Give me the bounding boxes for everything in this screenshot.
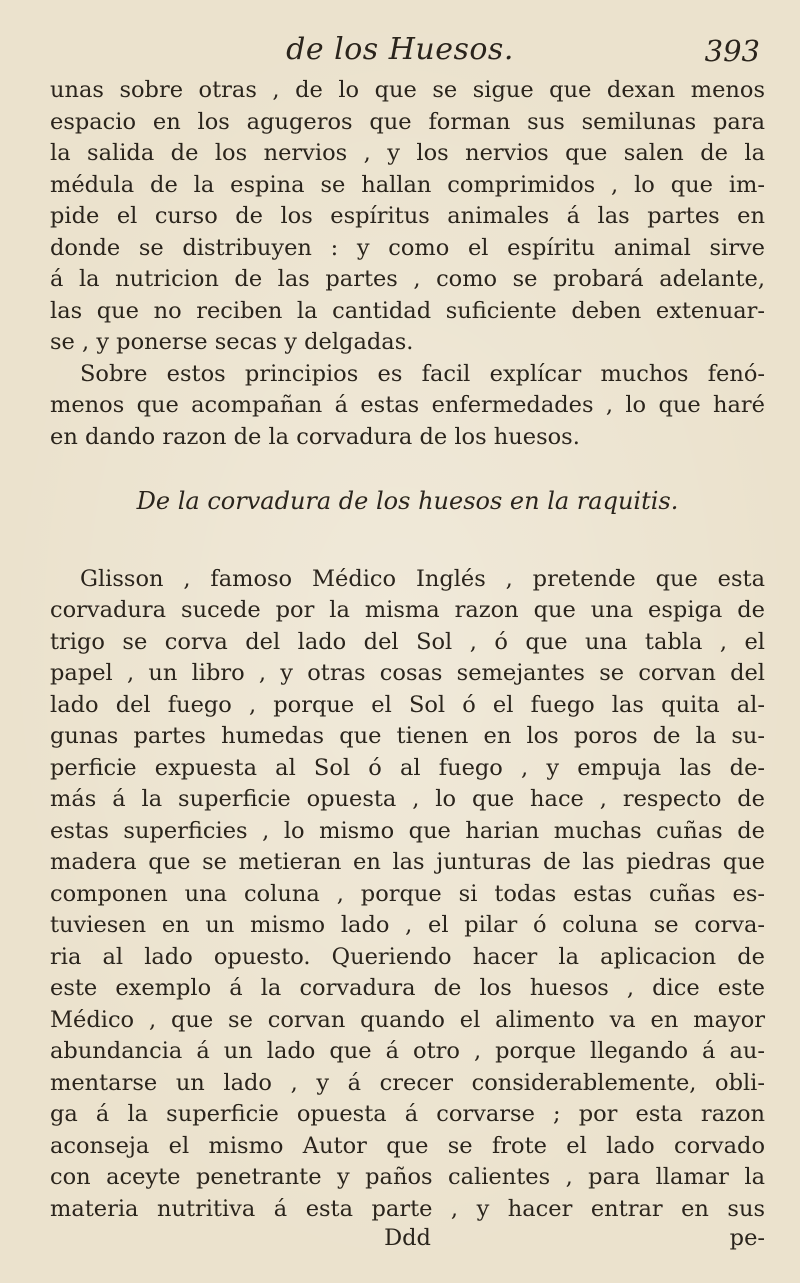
text-line: mentarse un lado , y á crecer considerablemente, obli- xyxy=(50,1069,765,1096)
text-line: Glisson , famoso Médico Inglés , pretende que esta xyxy=(80,565,765,592)
text-line: Médico , que se corvan quando el alimento va en mayor xyxy=(50,1006,765,1033)
text-line: á la nutricion de las partes , como se probará adelante, xyxy=(50,266,765,292)
text-line: abundancia á un lado que á otro , porque llegando á au- xyxy=(50,1038,765,1064)
running-head xyxy=(0,18,800,68)
text-line: las que no reciben la cantidad suficiente deben extenuar- xyxy=(50,297,765,324)
text-line: gunas partes humedas que tienen en los poros de la su- xyxy=(50,723,765,749)
text-line: unas sobre otras , de lo que se sigue que dexan menos xyxy=(50,77,765,103)
text-line: estas superficies , lo mismo que harian muchas cuñas de xyxy=(50,817,765,844)
page-number: 393 xyxy=(704,34,760,68)
text-line: se , y ponerse secas y delgadas. xyxy=(50,329,414,355)
text-line: ga á la superficie opuesta á corvarse ; por esta razon xyxy=(50,1101,765,1127)
text-line: donde se distribuyen : y como el espíritu animal sirve xyxy=(50,234,765,261)
text-line: componen una coluna , porque si todas estas cuñas es- xyxy=(50,880,765,907)
page-footer xyxy=(50,1225,765,1255)
text-line: trigo se corva del lado del Sol , ó que una tabla , el xyxy=(50,628,765,655)
text-line: tuviesen en un mismo lado , el pilar ó coluna se corva- xyxy=(50,912,765,938)
signature-mark: Ddd xyxy=(384,1225,431,1251)
text-line: materia nutritiva á esta parte , y hacer entrar en sus xyxy=(50,1195,765,1222)
text-line: en dando razon de la corvadura de los huesos. xyxy=(50,423,580,450)
text-line: médula de la espina se hallan comprimidos , lo que im- xyxy=(50,171,765,198)
text-line: menos que acompañan á estas enfermedades , lo que haré xyxy=(50,392,765,418)
text-line: ria al lado opuesto. Queriendo hacer la aplicacion de xyxy=(50,943,765,970)
text-line: pide el curso de los espíritus animales á las partes en xyxy=(50,203,765,229)
paragraph-3 xyxy=(50,564,765,1226)
text-line: espacio en los agugeros que forman sus semilunas para xyxy=(50,108,765,135)
paragraph-2 xyxy=(50,359,765,454)
text-line: más á la superficie opuesta , lo que hace , respecto de xyxy=(50,786,765,812)
text-line: perficie expuesta al Sol ó al fuego , y empuja las de- xyxy=(50,754,765,781)
text-line: Sobre estos principios es facil explícar muchos fenó- xyxy=(80,360,765,387)
text-line: este exemplo á la corvadura de los huesos , dice este xyxy=(50,975,765,1001)
text-line: madera que se metieran en las junturas de las piedras que xyxy=(50,849,765,875)
text-line: aconseja el mismo Autor que se frote el lado corvado xyxy=(50,1132,765,1159)
catchword: pe- xyxy=(729,1225,765,1251)
body-text xyxy=(50,75,765,1225)
text-line: con aceyte penetrante y paños calientes , para llamar la xyxy=(50,1164,765,1190)
text-line: papel , un libro , y otras cosas semejantes se corvan del xyxy=(50,660,765,686)
text-line: lado del fuego , porque el Sol ó el fuego las quita al- xyxy=(50,691,765,718)
text-line: la salida de los nervios , y los nervios que salen de la xyxy=(50,140,765,166)
running-title: de los Huesos. xyxy=(286,32,514,67)
text-line: corvadura sucede por la misma razon que una espiga de xyxy=(50,597,765,623)
paragraph-1 xyxy=(50,75,765,359)
section-heading: De la corvadura de los huesos en la raquitis. xyxy=(136,487,679,515)
